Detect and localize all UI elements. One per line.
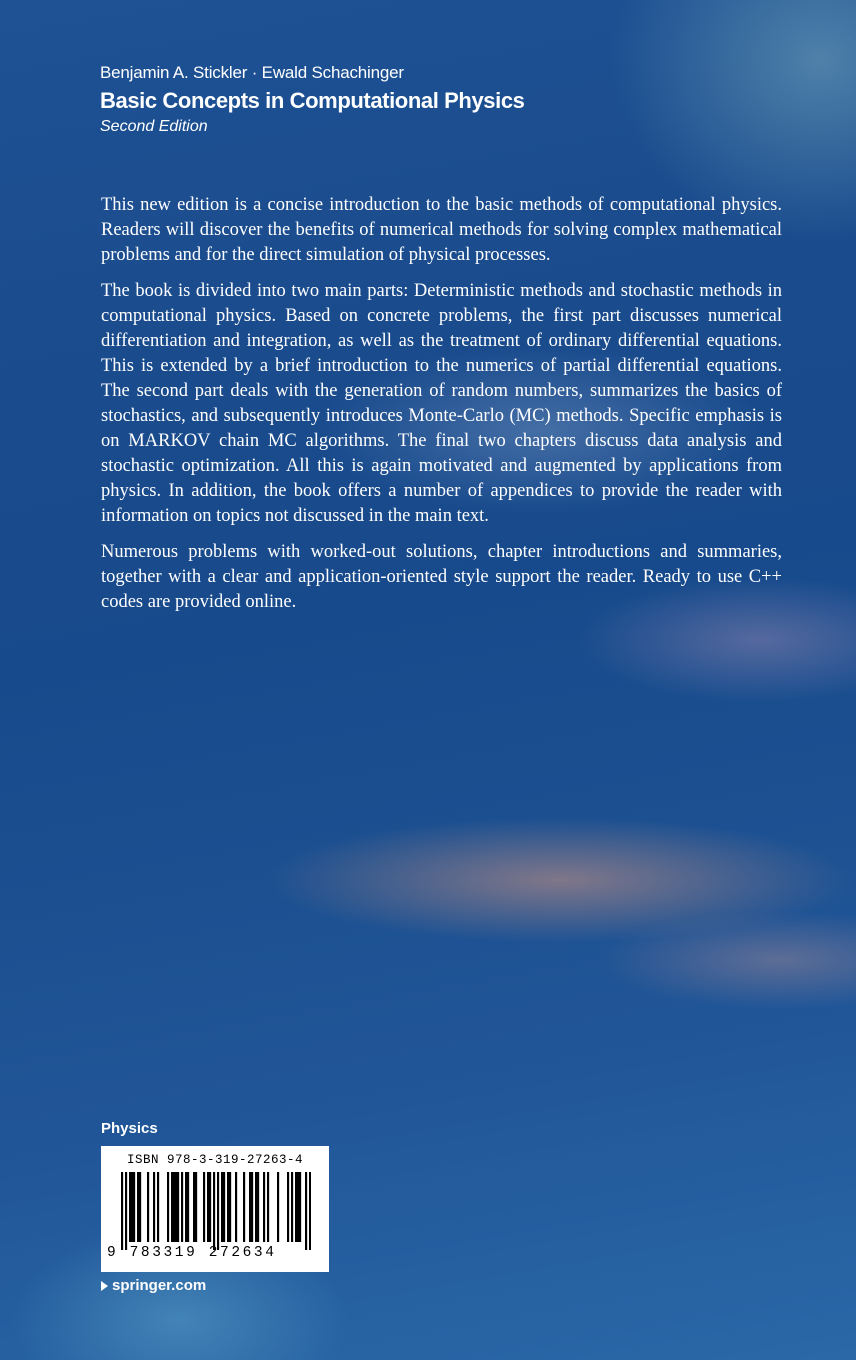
publisher-link-text[interactable]: springer.com: [112, 1277, 207, 1294]
barcode-bar: [137, 1172, 139, 1242]
barcode-bar: [221, 1172, 223, 1242]
publisher-link[interactable]: [101, 1275, 206, 1297]
barcode-bar: [251, 1172, 253, 1242]
barcode-bar: [153, 1172, 155, 1242]
barcode-bar: [181, 1172, 183, 1242]
barcode-bar: [129, 1172, 131, 1242]
barcode-bar: [139, 1172, 141, 1242]
barcode-bar: [277, 1172, 279, 1242]
barcode-bar: [121, 1172, 123, 1250]
barcode-bar: [217, 1172, 219, 1250]
description-paragraph: The book is divided into two main parts: Deterministic methods and stochastic methods in computational physics. Based on concrete problems, the first part discusses numerical differentiation and integration, as well as the treatment of ordinary differential equations. This is extended by a brief introduction to the numerics of partial differential equations. The second part deals with the generation of random numbers, summarizes the basics of stochastics, and subsequently introduces Monte-Carlo (MC) methods. Specific emphasis is on MARKOV chain MC algorithms. The final two chapters discuss data analysis and stochastic optimization. All this is again motivated and augmented by applications from physics. In addition, the book offers a number of appendices to provide the reader with information on topics not discussed in the main text.: [101, 281, 782, 526]
barcode-bar: [249, 1172, 251, 1242]
barcode-bar: [255, 1172, 257, 1242]
barcode-bar: [147, 1172, 149, 1242]
barcode-bar: [309, 1172, 311, 1250]
arrow-right-icon: [101, 1281, 108, 1291]
barcode-bar: [195, 1172, 197, 1242]
barcode-bar: [299, 1172, 301, 1242]
barcode-bar: [263, 1172, 265, 1242]
barcode-bar: [125, 1172, 127, 1250]
barcode-bar: [229, 1172, 231, 1242]
barcode-bar: [157, 1172, 159, 1242]
barcode-bar: [207, 1172, 209, 1242]
barcode-bar: [267, 1172, 269, 1242]
barcode-bar: [187, 1172, 189, 1242]
barcode-bar: [133, 1172, 135, 1242]
barcode-bar: [131, 1172, 133, 1242]
edition-label: Second Edition: [100, 118, 208, 135]
barcode-bars: [121, 1172, 311, 1252]
description-paragraph: Numerous problems with worked-out solutions, chapter introductions and summaries, together with a clear and application-oriented style support the reader. Ready to use C++ codes are provided online.: [101, 542, 782, 612]
barcode-bar: [291, 1172, 293, 1242]
book-description: [101, 193, 782, 626]
authors: Benjamin A. Stickler · Ewald Schachinger: [100, 63, 404, 82]
barcode-bar: [171, 1172, 173, 1242]
description-paragraph: This new edition is a concise introduction to the basic methods of computational physics. Readers will discover the benefits of numerical methods for solving complex mathematical problems and for the direct simulation of physical processes.: [101, 195, 782, 265]
barcode-bar: [227, 1172, 229, 1242]
barcode-bar: [175, 1172, 177, 1242]
barcode-bar: [295, 1172, 297, 1242]
barcode-bar: [203, 1172, 205, 1242]
barcode-bar: [297, 1172, 299, 1242]
barcode-bar: [209, 1172, 211, 1242]
barcode-bar: [223, 1172, 225, 1242]
barcode-bar: [287, 1172, 289, 1242]
barcode-bar: [193, 1172, 195, 1242]
subject-category: Physics: [101, 1120, 158, 1137]
barcode-digits: 9 783319 272634: [107, 1245, 277, 1261]
barcode-bar: [173, 1172, 175, 1242]
barcode-bar: [177, 1172, 179, 1242]
isbn-barcode: [101, 1146, 329, 1272]
barcode-bar: [235, 1172, 237, 1242]
book-title: Basic Concepts in Computational Physics: [100, 88, 525, 113]
barcode-bar: [185, 1172, 187, 1242]
barcode-bar: [167, 1172, 169, 1242]
isbn-number: ISBN 978-3-319-27263-4: [126, 1153, 304, 1167]
barcode-bar: [243, 1172, 245, 1242]
barcode-bar: [213, 1172, 215, 1250]
cover-header: [100, 60, 800, 138]
barcode-bar: [257, 1172, 259, 1242]
barcode-bar: [305, 1172, 307, 1250]
